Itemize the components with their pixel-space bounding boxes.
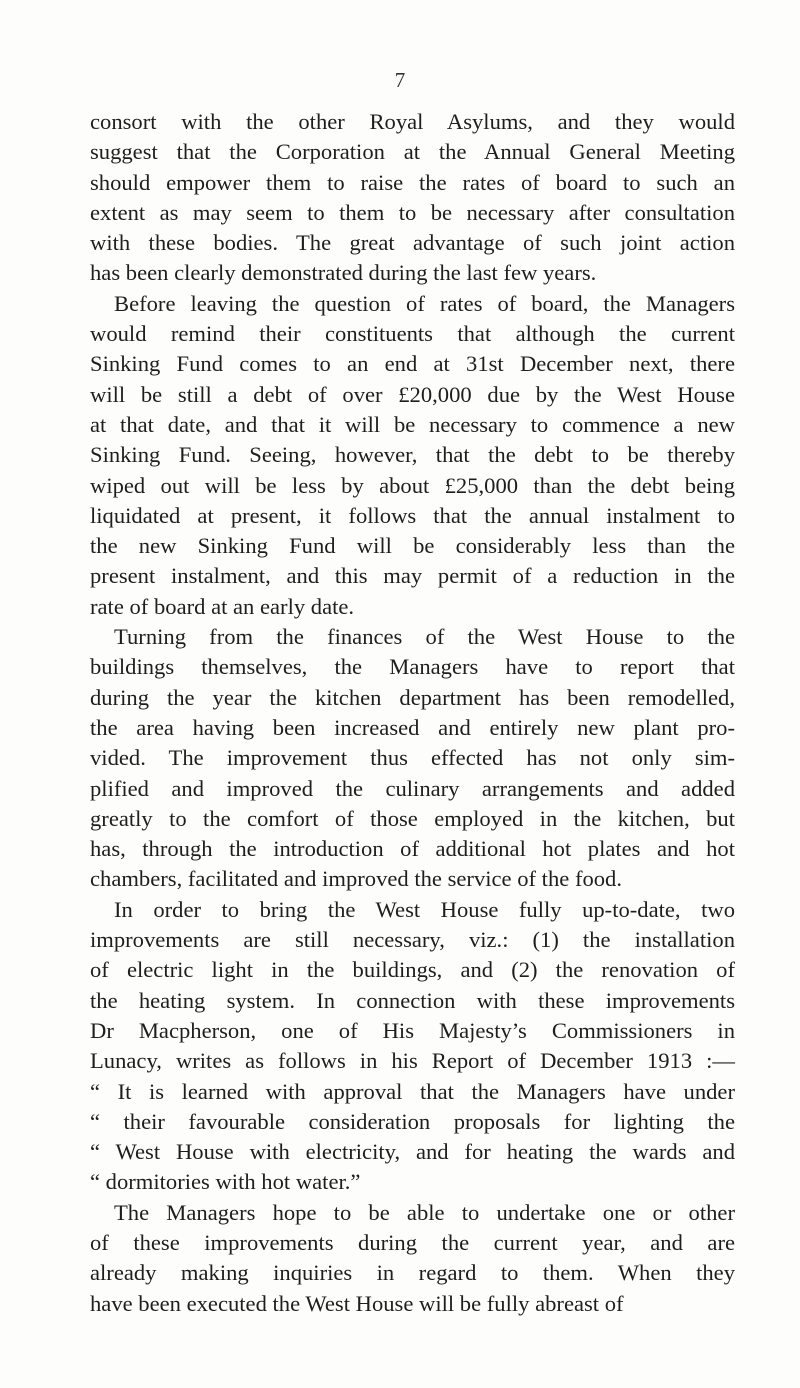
text-line: Sinking Fund comes to an end at 31st December next, there [90, 351, 735, 377]
text-line: Lunacy, writes as follows in his Report of December 1913 :— [90, 1048, 735, 1074]
text-line: consort with the other Royal Asylums, and they would [90, 109, 735, 134]
text-line: In order to bring the West House fully up-to-date, two [114, 896, 735, 922]
paragraph [90, 622, 735, 895]
text-line: present instalment, and this may permit of a reduction in the [90, 563, 735, 589]
text-line: of electric light in the buildings, and (2) the renovation of [90, 957, 735, 983]
text-line: extent as may seem to them to be necessary after consultation [90, 199, 735, 225]
text-line: will be still a debt of over £20,000 due by the West House [90, 381, 735, 407]
text-line: has, through the introduction of additional hot plates and hot [90, 836, 735, 862]
body-text [90, 107, 735, 1319]
text-line: wiped out will be less by about £25,000 than the debt being [90, 472, 735, 498]
text-line: “ their favourable consideration proposals for lighting the [90, 1108, 735, 1134]
text-line: “ West House with electricity, and for heating the wards and [90, 1139, 735, 1165]
text-line: during the year the kitchen department has been remodelled, [90, 684, 735, 710]
text-line: have been executed the West House will be fully abreast of [90, 1290, 624, 1316]
text-line: “ dormitories with hot water.” [90, 1169, 361, 1195]
text-line: greatly to the comfort of those employed in the kitchen, but [90, 805, 735, 831]
text-line: with these bodies. The great advantage of such joint action [90, 230, 735, 256]
text-line: at that date, and that it will be necessary to commence a new [90, 411, 735, 437]
paragraph [90, 107, 735, 289]
text-line: the new Sinking Fund will be considerably less than the [90, 533, 735, 559]
text-line: plified and improved the culinary arrangements and added [90, 775, 735, 801]
text-line: The Managers hope to be able to undertake one or other [114, 1199, 735, 1225]
text-line: Turning from the finances of the West House to the [114, 624, 735, 650]
text-line: improvements are still necessary, viz.: (1) the installation [90, 927, 735, 953]
text-line: Sinking Fund. Seeing, however, that the debt to be thereby [90, 442, 735, 468]
paragraph [90, 1198, 735, 1319]
paragraph [90, 895, 735, 1198]
text-line: buildings themselves, the Managers have to report that [90, 654, 735, 680]
text-line: of these improvements during the current year, and are [90, 1229, 735, 1255]
text-line: suggest that the Corporation at the Annual General Meeting [90, 139, 735, 165]
text-line: Dr Macpherson, one of His Majesty’s Commissioners in [90, 1017, 735, 1043]
text-line: the area having been increased and entirely new plant pro- [90, 714, 735, 740]
text-line: Before leaving the question of rates of board, the Managers [114, 290, 735, 316]
text-line: liquidated at present, it follows that the annual instalment to [90, 502, 735, 528]
paragraph [90, 289, 735, 622]
text-line: the heating system. In connection with these improvements [90, 987, 735, 1013]
text-line: chambers, facilitated and improved the service of the food. [90, 866, 623, 892]
page-number: 7 [394, 68, 406, 92]
text-line: “ It is learned with approval that the Managers have under [90, 1078, 735, 1104]
text-line: already making inquiries in regard to them. When they [90, 1260, 735, 1286]
text-line: would remind their constituents that although the current [90, 321, 735, 347]
text-line: vided. The improvement thus effected has not only sim- [90, 745, 735, 771]
text-line: has been clearly demonstrated during the last few years. [90, 260, 597, 286]
text-line: should empower them to raise the rates of board to such an [90, 169, 735, 195]
text-line: rate of board at an early date. [90, 593, 355, 619]
